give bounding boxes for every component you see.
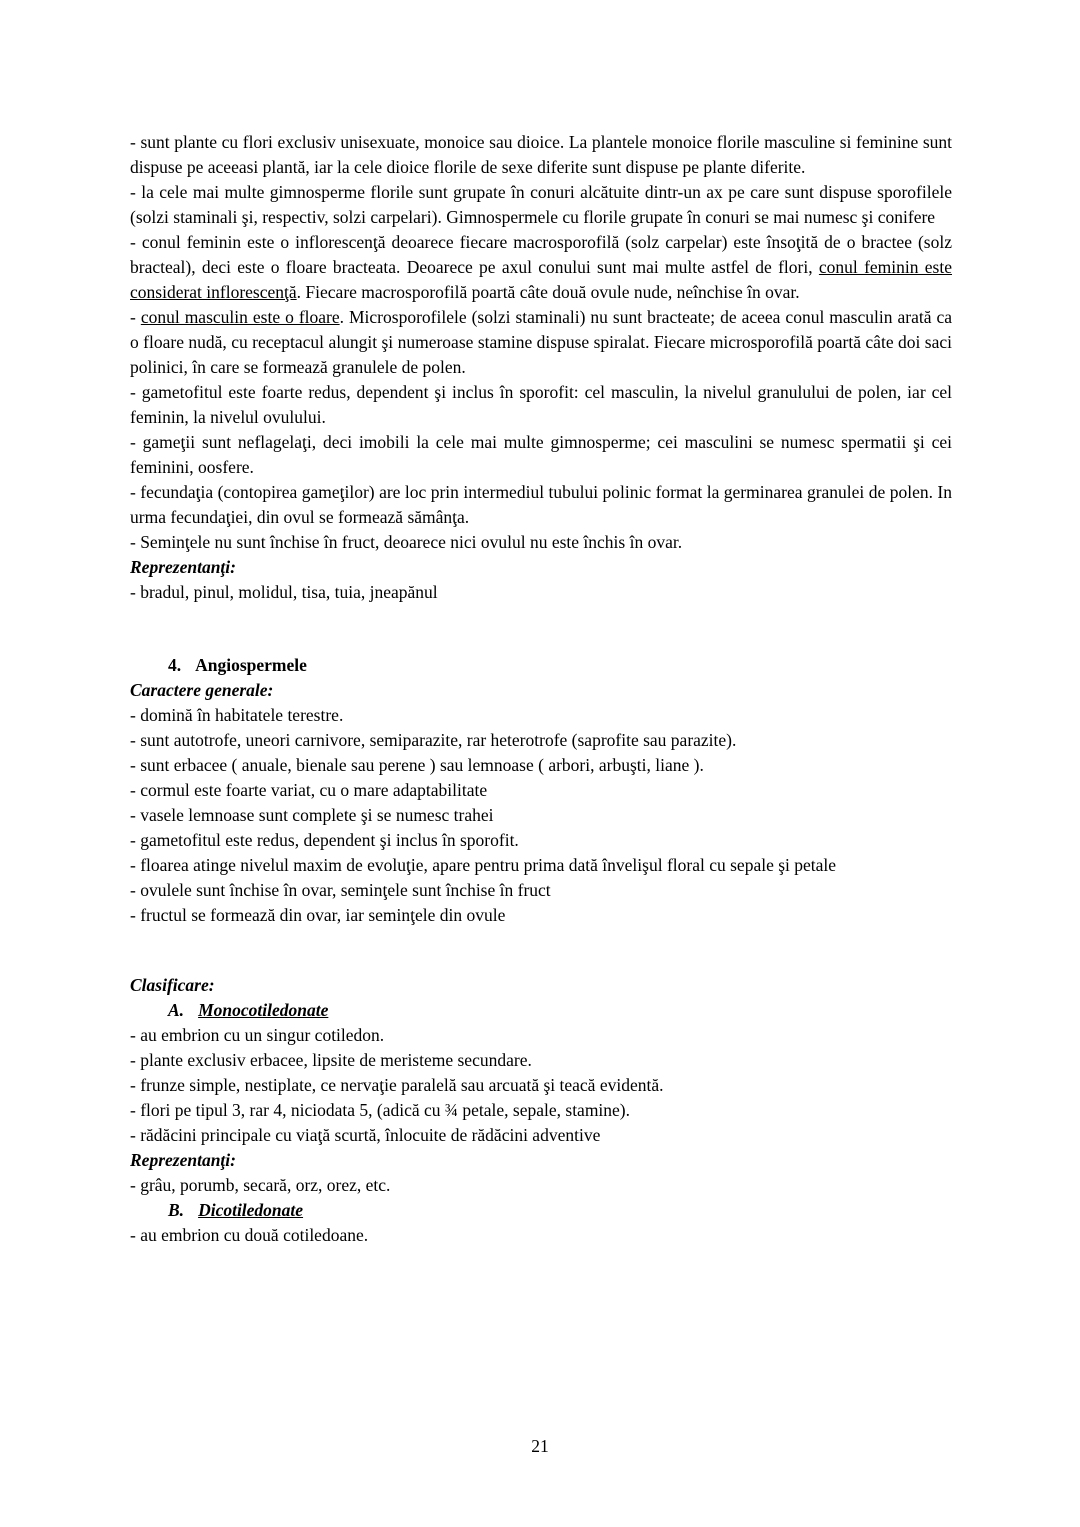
sub-heading-title: Dicotiledonate [198,1200,304,1220]
list-item: - plante exclusiv erbacee, lipsite de meristeme secundare. [130,1050,532,1070]
paragraph-con-feminin: - conul feminin este o inflorescenţă deoarece fiecare macrosporofilă (solz carpelar) este însoţită de o bractee (solz bracteal), deci este o floare bracteata. Deoarece pe axul conului sunt mai multe astfel de flori, conul feminin este considerat inflorescenţă. Fiecare macrosporofilă poartă câte două ovule nude, neînchise în ovar. [130,232,952,302]
section-heading-angiospermele [130,653,952,678]
paragraph-gameti: - gameţii sunt neflagelaţi, deci imobili la cele mai multe gimnosperme; cei masculini se numesc spermatii şi cei feminini, oosfere. [130,432,952,477]
list-item: - vasele lemnoase sunt complete şi se numesc trahei [130,805,494,825]
label-caractere-generale: Caractere generale: [130,680,274,700]
list-item: - gametofitul este redus, dependent şi inclus în sporofit. [130,830,519,850]
paragraph-conuri: - la cele mai multe gimnosperme florile sunt grupate în conuri alcătuite dintr-un ax pe care sunt dispuse sporofilele (solzi staminali şi, respectiv, solzi carpelari). Gimnospermele cu florile grupate în conuri se mai numesc şi conifere [130,182,952,227]
list-item: - sunt autotrofe, uneori carnivore, semiparazite, rar heterotrofe (saprofite sau parazite). [130,730,737,750]
paragraph-gametofit: - gametofitul este foarte redus, dependent şi inclus în sporofit: cel masculin, la nivelul granulului de polen, iar cel feminin, la nivelul ovulului. [130,382,952,427]
sub-heading-letter: A. [168,1000,185,1020]
paragraph-seminte: - Seminţele nu sunt închise în fruct, deoarece nici ovulul nu este închis în ovar. [130,532,683,552]
sub-heading-dicotiledonate [130,1198,952,1223]
list-item: - au embrion cu două cotiledoane. [130,1225,369,1245]
paragraph-reprezentanti-monocotiledonate: - grâu, porumb, secară, orz, orez, etc. [130,1175,391,1195]
paragraph-con-masculin: - conul masculin este o floare. Microsporofilele (solzi staminali) nu sunt bracteate; de aceea conul masculin arată ca o floare nudă, cu receptacul alungit şi numeroase stamine dispuse spiralat. Fiecare microsporofilă poartă câte doi saci polinici, în care se formează granulele de polen. [130,307,952,377]
label-clasificare: Clasificare: [130,975,215,995]
list-item: - frunze simple, nestiplate, ce nervaţie paralelă sau arcuată şi teacă evidentă. [130,1075,664,1095]
heading-title: Angiospermele [195,655,307,675]
page-number: 21 [531,1436,549,1456]
paragraph-reprezentanti-gimnosperme: - bradul, pinul, molidul, tisa, tuia, jneapănul [130,582,438,602]
list-item: - rădăcini principale cu viaţă scurtă, înlocuite de rădăcini adventive [130,1125,601,1145]
paragraph-fecundatia: - fecundaţia (contopirea gameţilor) are loc prin intermediul tubului polinic format la germinarea granulei de polen. In urma fecundaţiei, din ovul se formează sămânţa. [130,482,952,527]
paragraph-unisexuate: - sunt plante cu flori exclusiv unisexuate, monoice sau dioice. La plantele monoice florile masculine si feminine sunt dispuse pe aceeasi plantă, iar la cele dioice florile de sexe diferite sunt dispuse pe plante diferite. [130,132,952,177]
heading-number: 4. [168,655,182,675]
page-content [130,130,952,1248]
list-item: - floarea atinge nivelul maxim de evoluţie, apare pentru prima dată învelişul floral cu sepale şi petale [130,855,837,875]
list-item: - au embrion cu un singur cotiledon. [130,1025,385,1045]
sub-heading-letter: B. [168,1200,185,1220]
sub-heading-monocotiledonate [130,998,952,1023]
list-item: - cormul este foarte variat, cu o mare adaptabilitate [130,780,488,800]
sub-heading-title: Monocotiledonate [198,1000,329,1020]
list-item: - sunt erbacee ( anuale, bienale sau perene ) sau lemnoase ( arbori, arbuşti, liane ). [130,755,704,775]
label-reprezentanti-gimnosperme: Reprezentanţi: [130,557,236,577]
list-item: - domină în habitatele terestre. [130,705,344,725]
list-item: - ovulele sunt închise în ovar, seminţele sunt închise în fruct [130,880,551,900]
list-item: - fructul se formează din ovar, iar seminţele din ovule [130,905,506,925]
label-reprezentanti-monocotiledonate: Reprezentanţi: [130,1150,236,1170]
list-item: - flori pe tipul 3, rar 4, niciodata 5, (adică cu ¾ petale, sepale, stamine). [130,1100,631,1120]
